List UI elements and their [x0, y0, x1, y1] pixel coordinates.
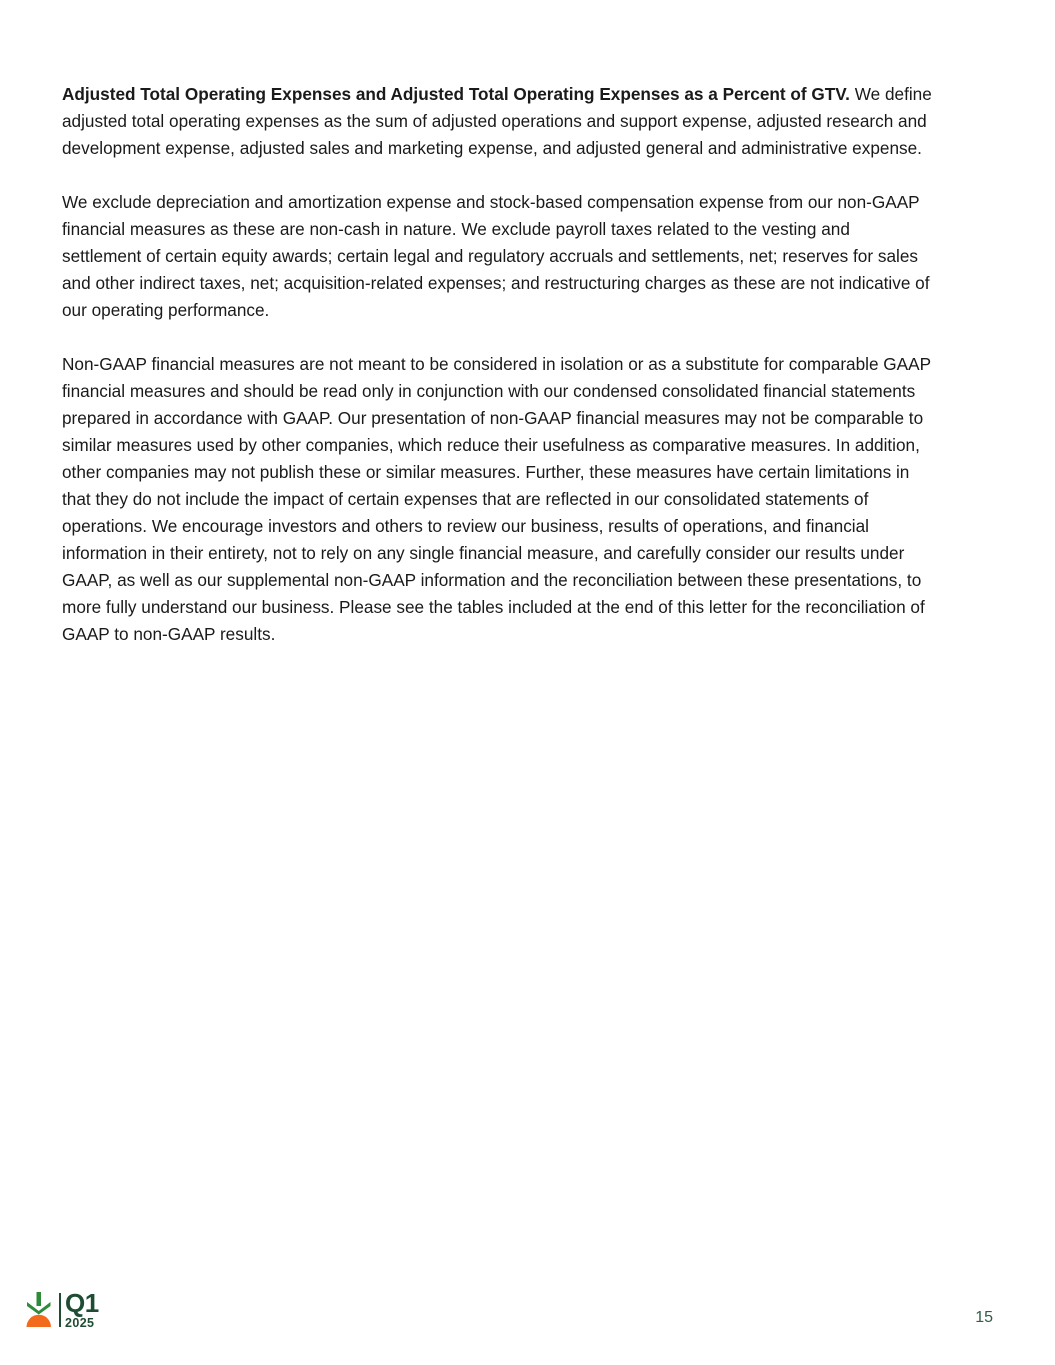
paragraph-adjusted-opex	[62, 81, 932, 162]
paragraph-heading: Adjusted Total Operating Expenses and Adjusted Total Operating Expenses as a Percent of GTV.	[62, 84, 850, 104]
paragraph-text: We define adjusted total operating expenses as the sum of adjusted operations and support expense, adjusted research and development expense, adjusted sales and marketing expense, and adjusted general and administrative expense.	[62, 84, 932, 158]
document-body	[62, 81, 932, 675]
logo-divider	[59, 1293, 61, 1327]
paragraph-non-gaap-limitations: Non-GAAP financial measures are not meant to be considered in isolation or as a substitute for comparable GAAP financial measures and should be read only in conjunction with our condensed consolidated financial statements prepared in accordance with GAAP. Our presentation of non-GAAP financial measures may not be comparable to similar measures used by other companies, which reduce their usefulness as comparative measures. In addition, other companies may not publish these or similar measures. Further, these measures have certain limitations in that they do not include the impact of certain expenses that are reflected in our consolidated statements of operations. We encourage investors and others to review our business, results of operations, and financial information in their entirety, not to rely on any single financial measure, and carefully consider our results under GAAP, as well as our supplemental non-GAAP information and the reconciliation between these presentations, to more fully understand our business. Please see the tables included at the end of this letter for the reconciliation of GAAP to non-GAAP results.	[62, 354, 931, 644]
year-label: 2025	[65, 1316, 95, 1330]
paragraph-exclusions: We exclude depreciation and amortization expense and stock-based compensation expense from our non-GAAP financial measures as these are non-cash in nature. We exclude payroll taxes related to the vesting and settlement of certain equity awards; certain legal and regulatory accruals and settlements, net; reserves for sales and other indirect taxes, net; acquisition-related expenses; and restructuring charges as these are not indicative of our operating performance.	[62, 192, 930, 320]
quarter-label: Q1	[65, 1288, 99, 1318]
carrot-icon	[24, 1291, 54, 1329]
page-number: 15	[975, 1309, 993, 1326]
company-logo	[24, 1288, 114, 1331]
